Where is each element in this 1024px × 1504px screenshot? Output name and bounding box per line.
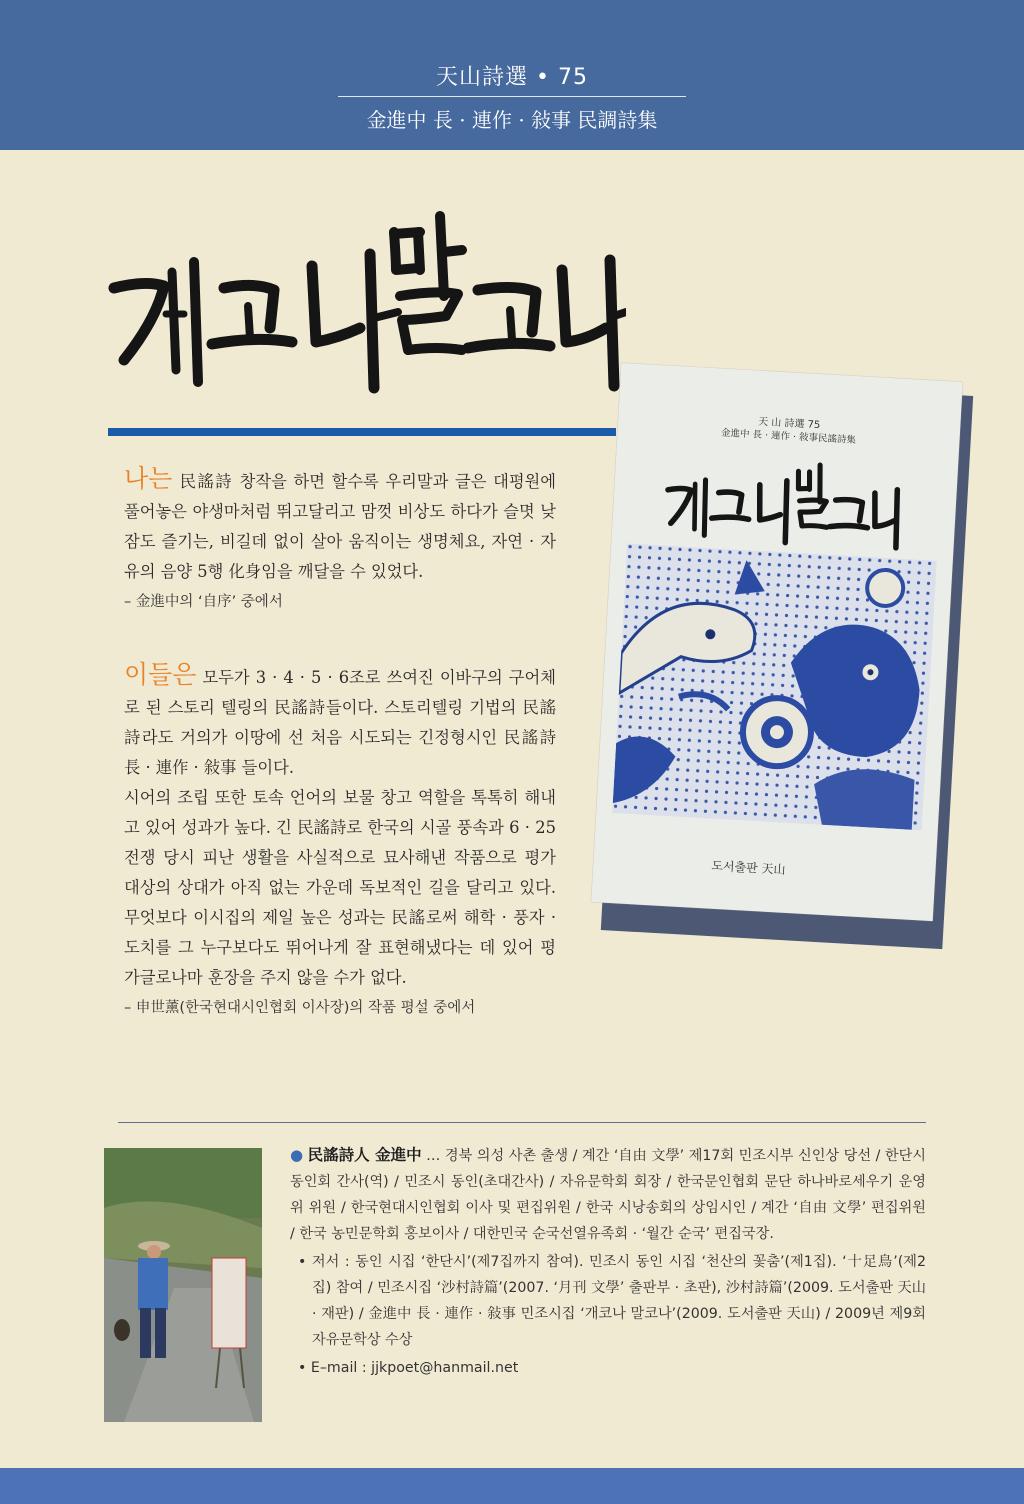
bio-career xyxy=(290,1142,926,1247)
author-bio xyxy=(290,1142,926,1381)
preface-body: 民謠詩 창작을 하면 할수록 우리말과 글은 대평원에 풀어놓은 야생마처럼 뛰고달리고 맘껏 비상도 하다가 슬몃 낮잠도 즐기는, 비길데 없이 살아 움직이는 생명체요, 자연 · 자유의 음양 5행 化身임을 깨달을 수 있었다. xyxy=(124,472,556,581)
bio-separator: … xyxy=(426,1148,441,1164)
footer-band xyxy=(0,1468,1024,1504)
bio-works: • 저서 : 동인 시집 ‘한단시’(제7집까지 참여). 민조시 동인 시집 ‘천산의 꽃춤’(제1집). ‘十足鳥’(제2집) 참여 / 민조시집 ‘沙村詩篇’(2007. ‘月刊 文學’ 출판부 · 초판), 沙村詩篇’(2009. 도서출판 天山 · 재판) / 金進中 長 · 連作 · 敍事 민조시집 ‘개코나 말코나’(2009. 도서출판 天山) / 2009년 제9회 자유문학상 수상 xyxy=(298,1254,926,1348)
title-underline xyxy=(108,428,616,436)
cover-series: 天 山 詩選 75 xyxy=(757,416,821,432)
review-source: – 申世薰(한국현대시인협회 이사장)의 작품 평설 중에서 xyxy=(124,1000,476,1016)
bio-career-text: 경북 의성 사촌 출생 / 계간 ‘自由 文學’ 제17회 민조시부 신인상 당선 / 한단시 동인회 간사(역) / 민조시 동인(초대간사) / 자유문학회 회장 / 한국문인협회 문단 하나바로세우기 운영위 위원 / 한국현대시인협회 이사 및 편집위원 / 한국 시낭송회의 상임시인 / 계간 ‘自由 文學’ 편집위원 / 한국 농민문학회 홍보이사 / 대한민국 순국선열유족회 · ‘월간 순국’ 편집국장. xyxy=(290,1148,927,1242)
author-name: 民謠詩人 金進中 xyxy=(307,1146,422,1164)
bio-email: • E–mail : jjkpoet@hanmail.net xyxy=(298,1360,519,1376)
section-divider xyxy=(118,1122,926,1123)
cover-subtitle: 金進中 長 · 連作 · 敍事民謠詩集 xyxy=(720,427,857,447)
cover-calligraphy xyxy=(661,448,906,561)
title-calligraphy xyxy=(106,210,626,400)
book-cover xyxy=(591,363,963,921)
critic-review xyxy=(124,660,556,1023)
review-body-continued: 시어의 조립 또한 토속 언어의 보물 창고 역할을 톡톡히 해내고 있어 성과가 높다. 긴 民謠詩로 한국의 시골 풍속과 6 · 25 전쟁 당시 피난 생활을 사실적으로 묘사해낸 작품으로 평가 대상의 상대가 아직 없는 가운데 독보적인 길을 달리고 있다. 무엇보다 이시집의 제일 높은 성과는 民謠로써 해학 · 풍자 · 도치를 그 누구보다도 뛰어나게 잘 표현해냈다는 데 있어 평가글로나마 훈장을 주지 않을 수가 없다. xyxy=(124,788,556,987)
review-body: 모두가 3 · 4 · 5 · 6조로 쓰여진 이바구의 구어체로 된 스토리 텔링의 民謠詩들이다. 스토리텔링 기법의 民謠詩라도 거의가 이땅에 선 처음 시도되는 긴정형시인 民謠詩 長 · 連作 · 敍事 들이다. xyxy=(124,668,556,777)
cover-publisher: 도서출판 天山 xyxy=(711,858,786,877)
bullet-icon: ● xyxy=(290,1146,304,1164)
series-title: 天山詩選 • 75 xyxy=(436,65,588,90)
header-divider xyxy=(338,96,686,97)
author-photo xyxy=(104,1148,262,1422)
preface-lead-word: 나는 xyxy=(124,464,173,493)
header-band xyxy=(0,0,1024,150)
collection-subtitle: 金進中 長 · 連作 · 敍事 民調詩集 xyxy=(366,108,658,132)
preface-source: – 金進中의 ‘自序’ 중에서 xyxy=(124,594,283,610)
cover-artwork xyxy=(612,543,937,830)
review-lead-word: 이들은 xyxy=(124,660,197,689)
author-preface xyxy=(124,464,556,617)
